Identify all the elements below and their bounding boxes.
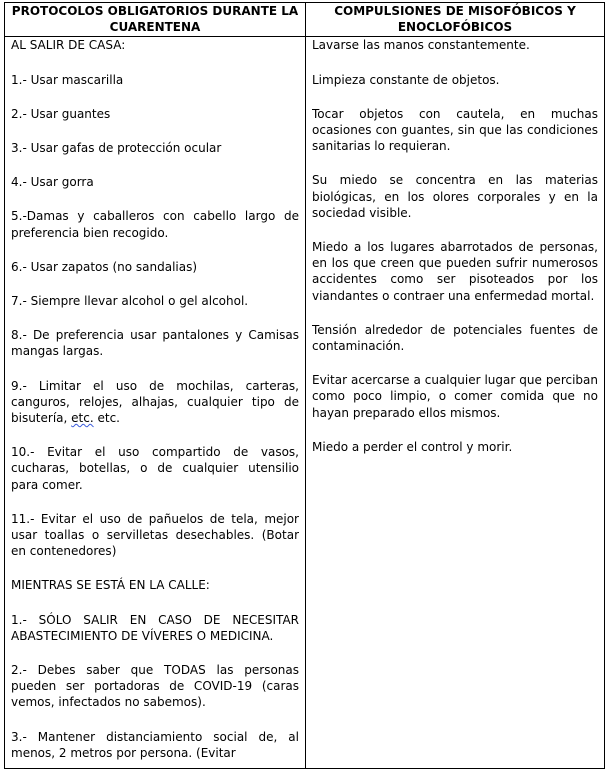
list-item: 6.- Usar zapatos (no sandalias) bbox=[11, 259, 198, 274]
list-item: 3.- Usar gafas de protección ocular bbox=[11, 140, 222, 155]
compulsion-item: Evitar acercarse a cualquier lugar que perciban como poco limpio, o comer comida que no hayan preparado ellos mismos. bbox=[312, 373, 598, 420]
list-item: 1.- SÓLO SALIR EN CASO DE NECESITAR ABASTECIMIENTO DE VÍVERES O MEDICINA. bbox=[11, 612, 299, 643]
section-title-leaving-home: AL SALIR DE CASA: bbox=[11, 38, 126, 53]
header-right: COMPULSIONES DE MISOFÓBICOS Y ENOCLOFÓBICOS bbox=[306, 3, 605, 37]
compulsion-item: Su miedo se concentra en las materias biológicas, en los olores corporales y en la sociedad visible. bbox=[312, 173, 598, 220]
content-row bbox=[5, 37, 605, 769]
header-left: PROTOCOLOS OBLIGATORIOS DURANTE LA CUARENTENA bbox=[5, 3, 306, 37]
list-item: 2.- Usar guantes bbox=[11, 106, 111, 121]
compulsion-item: Tensión alrededor de potenciales fuentes de contaminación. bbox=[312, 322, 598, 353]
header-row bbox=[5, 3, 605, 37]
list-item: 3.- Mantener distanciamiento social de, al menos, 2 metros por persona. (Evitar bbox=[11, 729, 299, 760]
list-item: 7.- Siempre llevar alcohol o gel alcohol. bbox=[11, 293, 249, 308]
compulsion-item: Miedo a los lugares abarrotados de personas, en los que creen que pueden sufrir numerosos accidentes como ser pisoteados por los viandantes o contraer una enfermedad mortal. bbox=[312, 239, 598, 303]
compulsion-item: Limpieza constante de objetos. bbox=[312, 72, 500, 87]
list-item: 2.- Debes saber que TODAS las personas pueden ser portadoras de COVID-19 (caras vemos, infectados no sabemos). bbox=[11, 662, 299, 710]
list-item: 11.- Evitar el uso de pañuelos de tela, mejor usar toallas o servilletas desechables. (Botar en contenedores) bbox=[11, 511, 299, 559]
list-item: 4.- Usar gorra bbox=[11, 175, 94, 190]
protocol-table bbox=[4, 2, 605, 769]
list-item: 10.- Evitar el uso compartido de vasos, cucharas, botellas, o de cualquier utensilio para comer. bbox=[11, 445, 299, 492]
left-column bbox=[5, 37, 306, 769]
item-9-tail: etc. bbox=[93, 410, 120, 425]
list-item: 5.-Damas y caballeros con cabello largo de preferencia bien recogido. bbox=[11, 209, 299, 240]
compulsion-item: Miedo a perder el control y morir. bbox=[312, 439, 513, 454]
compulsion-item: Tocar objetos con cautela, en muchas ocasiones con guantes, sin que las condiciones sanitarias lo requieran. bbox=[312, 106, 598, 154]
section-title-on-street: MIENTRAS SE ESTÁ EN LA CALLE: bbox=[11, 578, 210, 593]
list-item: 8.- De preferencia usar pantalones y Camisas mangas largas. bbox=[11, 328, 299, 359]
list-item: 1.- Usar mascarilla bbox=[11, 72, 124, 87]
item-9-text: 9.- Limitar el uso de mochilas, carteras, canguros, relojes, alhajas, cualquier tipo de bisutería, bbox=[11, 378, 299, 425]
compulsion-item: Lavarse las manos constantemente. bbox=[312, 38, 530, 53]
right-column bbox=[306, 37, 605, 769]
list-item-9 bbox=[11, 378, 299, 427]
spellcheck-marked-word: etc. bbox=[71, 410, 94, 425]
